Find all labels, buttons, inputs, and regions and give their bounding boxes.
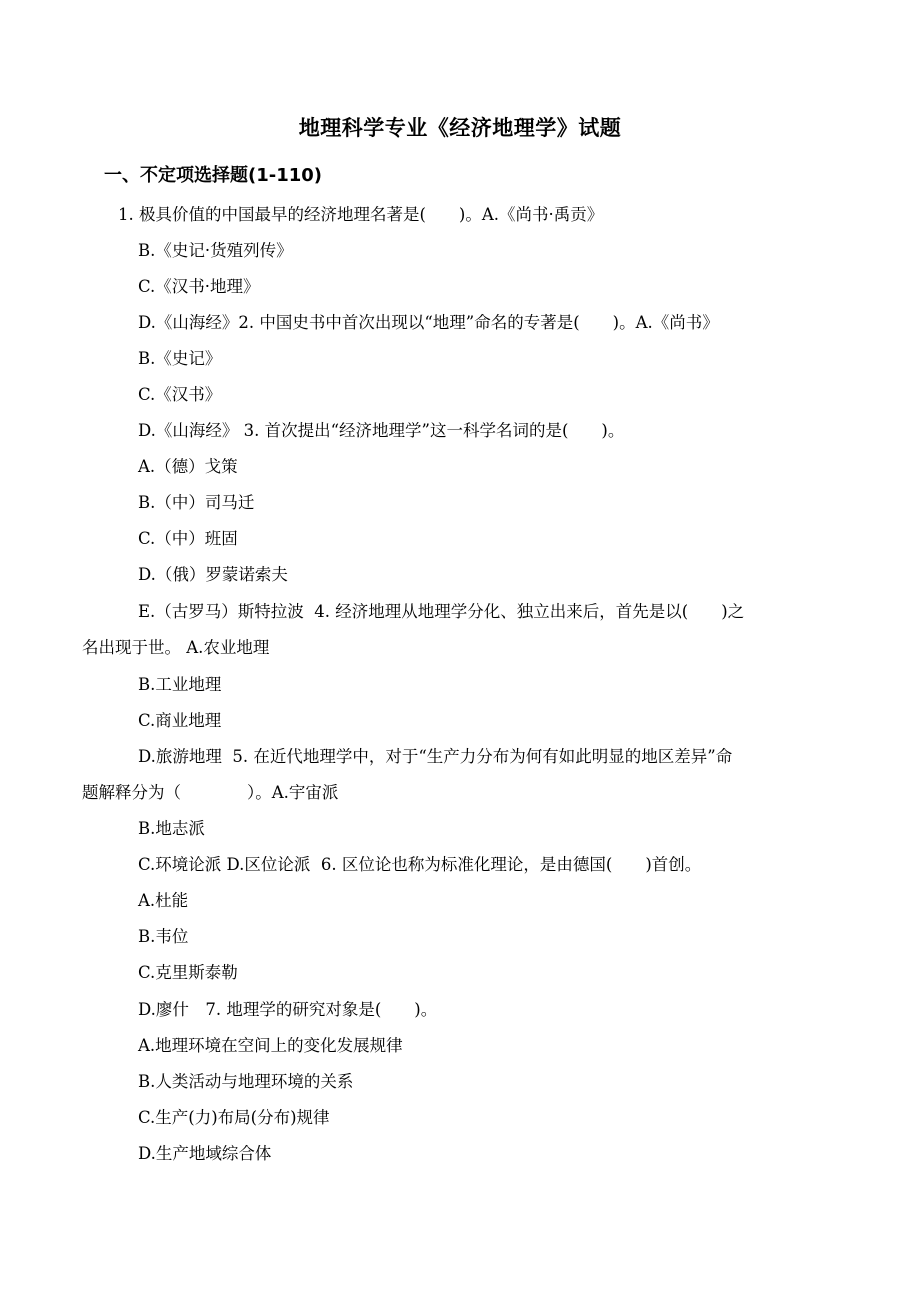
text-line: A.杜能 [138, 891, 189, 910]
text-line: B.地志派 [138, 819, 205, 838]
text-line: C.《汉书》 [138, 385, 222, 404]
text-line: C.商业地理 [138, 711, 222, 730]
text-line: C.环境论派 D.区位论派 6. 区位论也称为标准化理论，是由德国( )首创。 [138, 855, 702, 874]
text-line: D.《山海经》 3. 首次提出“经济地理学”这一科学名词的是( )。 [138, 421, 625, 440]
text-line: B.韦位 [138, 927, 189, 946]
text-line: B.人类活动与地理环境的关系 [138, 1072, 354, 1091]
text-line: C.克里斯泰勒 [138, 963, 238, 982]
text-line: C.《汉书·地理》 [138, 277, 260, 296]
text-line: A.（德）戈策 [138, 457, 238, 476]
text-line: D.生产地域综合体 [138, 1144, 272, 1163]
text-line: B.（中）司马迁 [138, 493, 255, 512]
text-line: 名出现于世。 A.农业地理 [82, 638, 270, 657]
text-line: E.（古罗马）斯特拉波 4. 经济地理从地理学分化、独立出来后，首先是以( )之 [138, 602, 745, 621]
section-heading: 一、不定项选择题(1-110) [104, 165, 323, 186]
text-line: 1. 极具价值的中国最早的经济地理名著是( )。A.《尚书·禹贡》 [118, 205, 604, 224]
text-line: B.工业地理 [138, 675, 222, 694]
text-line: D.《山海经》2. 中国史书中首次出现以“地理”命名的专著是( )。A.《尚书》 [138, 313, 719, 332]
document-title: 地理科学专业《经济地理学》试题 [298, 116, 622, 140]
text-line: D.旅游地理 5. 在近代地理学中，对于“生产力分布为何有如此明显的地区差异”命 [138, 747, 733, 766]
text-line: C.生产(力)布局(分布)规律 [138, 1108, 330, 1127]
text-line: B.《史记·货殖列传》 [138, 241, 293, 260]
text-line: B.《史记》 [138, 349, 222, 368]
text-line: 题解释分为（ ）。A.宇宙派 [82, 783, 339, 802]
text-line: A.地理环境在空间上的变化发展规律 [138, 1036, 403, 1055]
text-line: D.（俄）罗蒙诺索夫 [138, 565, 288, 584]
text-line: D.廖什 7. 地理学的研究对象是( )。 [138, 1000, 438, 1019]
text-line: C.（中）班固 [138, 529, 238, 548]
